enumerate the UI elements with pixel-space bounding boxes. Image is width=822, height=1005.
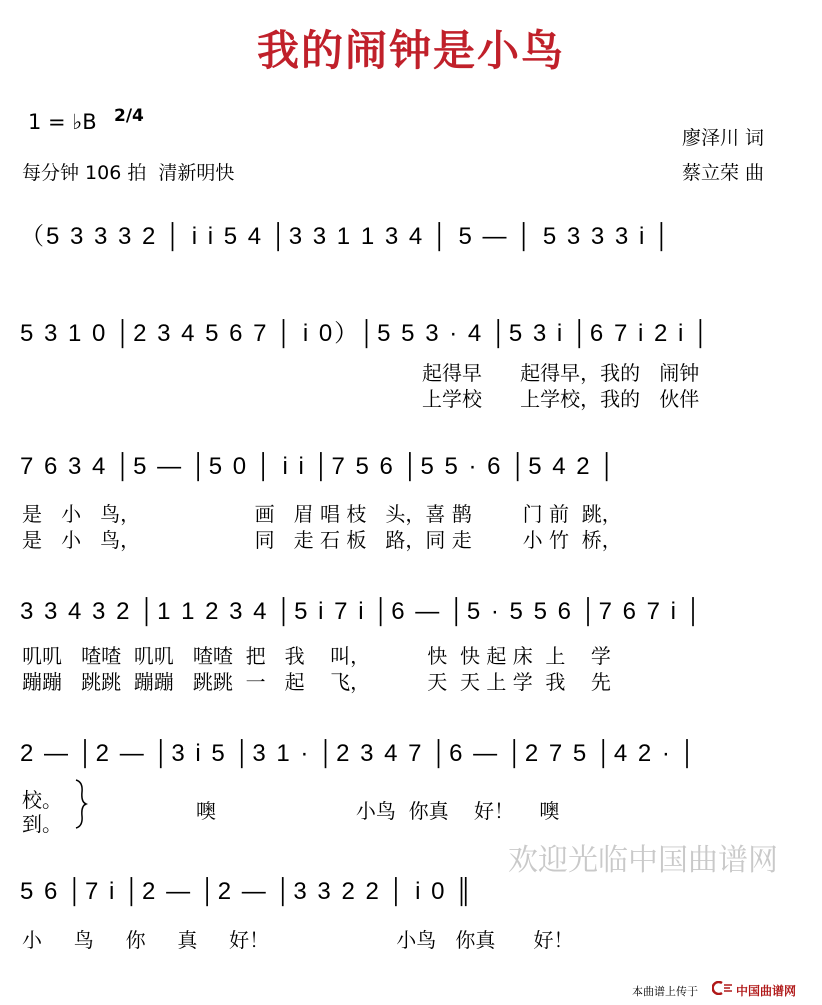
lyrics-verse-1: 是 小 鸟， 画 眉 唱 枝 头，喜 鹊 门 前 跳， [22, 502, 622, 526]
composer-credit: 蔡立荣 曲 [682, 162, 765, 184]
site-logo-icon [712, 981, 734, 995]
score-line-3 [20, 445, 810, 489]
footer-upload-text: 本曲谱上传于 [632, 985, 698, 998]
score-line-5 [20, 732, 810, 776]
score-line-1 [20, 208, 810, 252]
lyricist-credit: 廖泽川 词 [682, 127, 765, 149]
score-line-6 [20, 870, 810, 914]
notation-row: 5 6 │7 i │2 — │2 — │3 3 2 2 │ i 0 ║ [20, 878, 475, 905]
verse-brace-icon [74, 778, 88, 830]
notation-row: （5 3 3 3 2 │ i i 5 4 │3 3 1 1 3 4 │ 5 — │ 5 3 3 3 i │ [20, 223, 672, 250]
lyrics-verse-1: 起得早 起得早，我的 闹钟 [422, 361, 700, 385]
score-line-4 [20, 590, 810, 634]
lyrics-verse-1: 小 鸟 你 真 好！ 小鸟 你真 好！ [22, 928, 574, 952]
time-signature: 2/4 [114, 106, 144, 126]
lyrics-refrain: 噢 小鸟 你真 好！ 噢 [196, 799, 560, 823]
lyrics-verse-1: 叽叽 喳喳 叽叽 喳喳 把 我 叫， 快 快 起 床 上 学 [22, 644, 611, 668]
lyrics-verse-1: 校。 [22, 788, 62, 812]
score-line-2 [20, 305, 810, 349]
notation-row: 5 3 1 0 │2 3 4 5 6 7 │ i 0）│5 5 3 · 4 │5 3 i │6 7 i 2 i │ [20, 320, 711, 347]
watermark-text: 欢迎光临中国曲谱网 [508, 843, 778, 878]
lyrics-verse-2: 到。 [22, 812, 62, 836]
tempo-marking: 每分钟 106 拍 清新明快 [22, 162, 235, 184]
lyrics-verse-2: 是 小 鸟， 同 走 石 板 路，同 走 小 竹 桥， [22, 528, 622, 552]
notation-row: 2 — │2 — │3 i 5 │3 1 · │2 3 4 7 │6 — │2 7 5 │4 2 · │ [20, 740, 698, 767]
notation-row: 3 3 4 3 2 │1 1 2 3 4 │5 i 7 i │6 — │5 · 5 5 6 │7 6 7 i │ [20, 598, 704, 625]
lyrics-verse-2: 上学校 上学校，我的 伙伴 [422, 387, 700, 411]
notation-row: 7 6 3 4 │5 — │5 0 │ i i │7 5 6 │5 5 · 6 │5 4 2 │ [20, 453, 618, 480]
song-title: 我的闹钟是小鸟 [256, 26, 565, 75]
lyrics-verse-2: 蹦蹦 跳跳 蹦蹦 跳跳 一 起 飞， 天 天 上 学 我 先 [22, 670, 611, 694]
footer-brand[interactable]: 中国曲谱网 [736, 984, 797, 998]
key-signature: 1 = ♭B [28, 110, 97, 134]
